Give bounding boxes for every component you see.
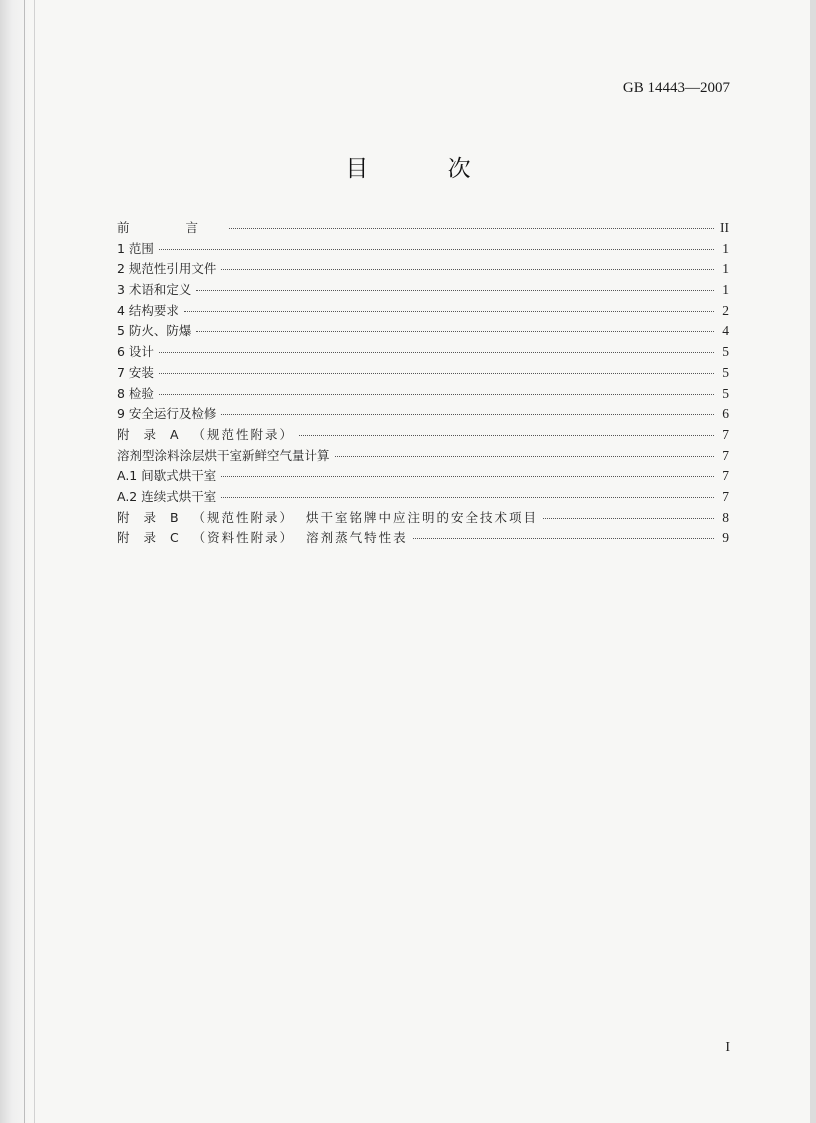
toc-entry-appendix-a[interactable] — [117, 425, 729, 446]
toc-entry-label: 5 防火、防爆 — [117, 323, 192, 339]
dot-leader — [221, 497, 714, 498]
toc-entry-label: 附 录 B （规范性附录） 烘干室铭牌中应注明的安全技术项目 — [117, 509, 538, 525]
toc-entry-page: 7 — [722, 468, 729, 484]
dot-leader — [413, 538, 714, 539]
page-number: I — [725, 1040, 730, 1055]
toc-entry-terms[interactable] — [117, 280, 729, 301]
toc-entry-label: 6 设计 — [117, 344, 154, 360]
toc-entry-label: 8 检验 — [117, 385, 154, 401]
toc-entry-page: 7 — [722, 488, 729, 504]
standard-number: GB 14443—2007 — [622, 80, 730, 96]
toc-entry-page: 7 — [722, 447, 729, 463]
toc-entry-appendix-a-title[interactable] — [117, 446, 729, 467]
toc-entry-label: A.1 间歇式烘干室 — [117, 468, 217, 484]
toc-entry-label: A.2 连续式烘干室 — [117, 488, 217, 504]
dot-leader — [299, 435, 714, 436]
toc-entry-label: 2 规范性引用文件 — [117, 261, 217, 277]
dot-leader — [159, 352, 714, 353]
dot-leader — [184, 311, 714, 312]
toc-entry-structure[interactable] — [117, 301, 729, 322]
toc-entry-design[interactable] — [117, 342, 729, 363]
toc-entry-a2[interactable] — [117, 487, 729, 508]
toc-entry-label: 附 录 C （资料性附录） 溶剂蒸气特性表 — [117, 530, 408, 546]
dot-leader — [221, 476, 714, 477]
toc-entry-page: 4 — [722, 323, 729, 339]
dot-leader — [543, 518, 714, 519]
toc-entry-label: 3 术语和定义 — [117, 282, 192, 298]
toc-entry-page: 5 — [722, 364, 729, 380]
dot-leader — [159, 394, 714, 395]
toc-entry-page: 5 — [722, 344, 729, 360]
toc-entry-page: 1 — [722, 261, 729, 277]
toc-entry-fire-explosion[interactable] — [117, 321, 729, 342]
dot-leader — [196, 331, 714, 332]
toc-entry-scope[interactable] — [117, 239, 729, 260]
toc-entry-foreword[interactable] — [117, 218, 729, 239]
toc-entry-page: 8 — [722, 509, 729, 525]
toc-entry-installation[interactable] — [117, 363, 729, 384]
toc-entry-safe-operation[interactable] — [117, 404, 729, 425]
toc-entry-normative-references[interactable] — [117, 259, 729, 280]
toc-entry-label: 附 录 A （规范性附录） — [117, 426, 294, 442]
dot-leader — [159, 373, 714, 374]
dot-leader — [221, 269, 714, 270]
table-of-contents — [117, 218, 729, 549]
toc-entry-page: 9 — [722, 530, 729, 546]
toc-title: 目 次 — [345, 156, 507, 182]
dot-leader — [335, 456, 714, 457]
toc-entry-page: 1 — [722, 240, 729, 256]
toc-entry-page: 6 — [722, 406, 729, 422]
toc-entry-page: 1 — [722, 282, 729, 298]
dot-leader — [229, 228, 714, 229]
toc-entry-label: 9 安全运行及检修 — [117, 406, 217, 422]
toc-entry-page: II — [720, 220, 729, 235]
toc-entry-appendix-c[interactable] — [117, 528, 729, 549]
toc-entry-label: 前 言 — [117, 220, 224, 235]
toc-entry-a1[interactable] — [117, 466, 729, 487]
toc-entry-appendix-b[interactable] — [117, 508, 729, 529]
toc-entry-page: 2 — [722, 302, 729, 318]
toc-entry-page: 7 — [722, 426, 729, 442]
toc-entry-label: 4 结构要求 — [117, 302, 179, 318]
toc-entry-label: 7 安装 — [117, 364, 154, 380]
dot-leader — [159, 249, 714, 250]
toc-entry-inspection[interactable] — [117, 384, 729, 405]
dot-leader — [221, 414, 714, 415]
toc-entry-label: 1 范围 — [117, 240, 154, 256]
dot-leader — [196, 290, 714, 291]
toc-entry-label: 溶剂型涂料涂层烘干室新鲜空气量计算 — [117, 447, 330, 463]
toc-entry-page: 5 — [722, 385, 729, 401]
